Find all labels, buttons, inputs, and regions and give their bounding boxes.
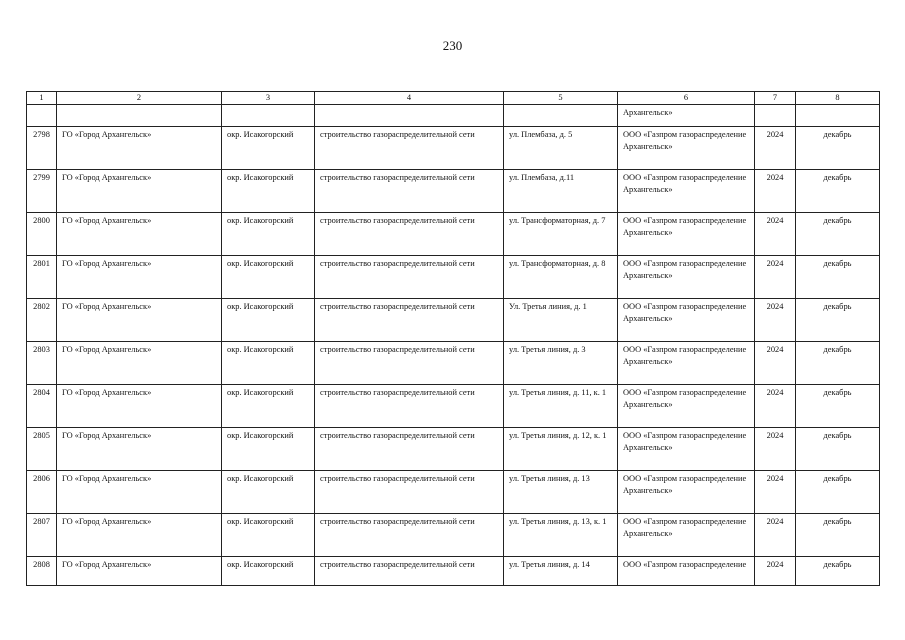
table-row (27, 514, 880, 557)
year-cell: 2024 (755, 170, 796, 213)
work-type-cell: строительство газораспределительной сети (315, 514, 504, 557)
year-cell: 2024 (755, 471, 796, 514)
year-cell: 2024 (755, 557, 796, 586)
row-number-cell: 2805 (27, 428, 57, 471)
table-cell (504, 105, 618, 127)
municipality-cell: ГО «Город Архангельск» (57, 471, 222, 514)
address-cell: ул. Третья линия, д. 11, к. 1 (504, 385, 618, 428)
district-cell: окр. Исакогорский (222, 170, 315, 213)
municipality-cell: ГО «Город Архангельск» (57, 514, 222, 557)
address-cell: ул. Третья линия, д. 14 (504, 557, 618, 586)
month-cell: декабрь (796, 299, 880, 342)
municipality-cell: ГО «Город Архангельск» (57, 299, 222, 342)
month-cell: декабрь (796, 557, 880, 586)
address-cell: Ул. Третья линия, д. 1 (504, 299, 618, 342)
district-cell: окр. Исакогорский (222, 385, 315, 428)
organization-cell: ООО «Газпром газораспределение Архангельск» (618, 256, 755, 299)
row-number-cell: 2807 (27, 514, 57, 557)
year-cell: 2024 (755, 385, 796, 428)
address-cell: ул. Плембаза, д. 5 (504, 127, 618, 170)
organization-cell: ООО «Газпром газораспределение (618, 557, 755, 586)
organization-cell: ООО «Газпром газораспределение Архангельск» (618, 213, 755, 256)
month-cell: декабрь (796, 342, 880, 385)
work-type-cell: строительство газораспределительной сети (315, 428, 504, 471)
column-number: 7 (755, 92, 796, 105)
row-number-cell: 2804 (27, 385, 57, 428)
organization-cell: ООО «Газпром газораспределение Архангельск» (618, 170, 755, 213)
page-number: 230 (442, 38, 463, 53)
table-cell (57, 105, 222, 127)
table-cell (796, 105, 880, 127)
row-number-cell: 2806 (27, 471, 57, 514)
municipality-cell: ГО «Город Архангельск» (57, 127, 222, 170)
municipality-cell: ГО «Город Архангельск» (57, 342, 222, 385)
organization-cell: ООО «Газпром газораспределение Архангельск» (618, 299, 755, 342)
district-cell: окр. Исакогорский (222, 342, 315, 385)
table-row (27, 557, 880, 586)
work-type-cell: строительство газораспределительной сети (315, 170, 504, 213)
district-cell: окр. Исакогорский (222, 557, 315, 586)
work-type-cell: строительство газораспределительной сети (315, 127, 504, 170)
address-cell: ул. Третья линия, д. 13, к. 1 (504, 514, 618, 557)
table-cell (755, 105, 796, 127)
row-number-cell: 2802 (27, 299, 57, 342)
address-cell: ул. Плембаза, д.11 (504, 170, 618, 213)
month-cell: декабрь (796, 170, 880, 213)
district-cell: окр. Исакогорский (222, 127, 315, 170)
year-cell: 2024 (755, 342, 796, 385)
column-number: 1 (27, 92, 57, 105)
column-number: 4 (315, 92, 504, 105)
work-type-cell: строительство газораспределительной сети (315, 299, 504, 342)
row-number-cell: 2803 (27, 342, 57, 385)
municipality-cell: ГО «Город Архангельск» (57, 428, 222, 471)
district-cell: окр. Исакогорский (222, 428, 315, 471)
table-row (27, 471, 880, 514)
organization-cell: ООО «Газпром газораспределение Архангельск» (618, 514, 755, 557)
column-number: 5 (504, 92, 618, 105)
organization-cell: ООО «Газпром газораспределение Архангельск» (618, 385, 755, 428)
month-cell: декабрь (796, 385, 880, 428)
address-cell: ул. Трансформаторная, д. 7 (504, 213, 618, 256)
municipality-cell: ГО «Город Архангельск» (57, 213, 222, 256)
work-type-cell: строительство газораспределительной сети (315, 471, 504, 514)
month-cell: декабрь (796, 127, 880, 170)
month-cell: декабрь (796, 256, 880, 299)
district-cell: окр. Исакогорский (222, 256, 315, 299)
continuation-row (27, 105, 880, 127)
column-number: 2 (57, 92, 222, 105)
row-number-cell: 2800 (27, 213, 57, 256)
district-cell: окр. Исакогорский (222, 471, 315, 514)
organization-cell: ООО «Газпром газораспределение Архангельск» (618, 471, 755, 514)
year-cell: 2024 (755, 428, 796, 471)
work-type-cell: строительство газораспределительной сети (315, 342, 504, 385)
municipality-cell: ГО «Город Архангельск» (57, 256, 222, 299)
address-cell: ул. Третья линия, д. 12, к. 1 (504, 428, 618, 471)
municipality-cell: ГО «Город Архангельск» (57, 385, 222, 428)
month-cell: декабрь (796, 471, 880, 514)
year-cell: 2024 (755, 127, 796, 170)
organization-cell: ООО «Газпром газораспределение Архангельск» (618, 127, 755, 170)
column-number: 3 (222, 92, 315, 105)
table-row (27, 385, 880, 428)
table-row (27, 342, 880, 385)
column-number: 8 (796, 92, 880, 105)
year-cell: 2024 (755, 299, 796, 342)
district-cell: окр. Исакогорский (222, 213, 315, 256)
year-cell: 2024 (755, 256, 796, 299)
district-cell: окр. Исакогорский (222, 299, 315, 342)
work-type-cell: строительство газораспределительной сети (315, 557, 504, 586)
table-row (27, 299, 880, 342)
table-row (27, 170, 880, 213)
year-cell: 2024 (755, 514, 796, 557)
table-cell (27, 105, 57, 127)
row-number-cell: 2801 (27, 256, 57, 299)
address-cell: ул. Трансформаторная, д. 8 (504, 256, 618, 299)
month-cell: декабрь (796, 428, 880, 471)
table-row (27, 127, 880, 170)
row-number-cell: 2799 (27, 170, 57, 213)
work-type-cell: строительство газораспределительной сети (315, 213, 504, 256)
table-cell (222, 105, 315, 127)
month-cell: декабрь (796, 514, 880, 557)
organization-cell: ООО «Газпром газораспределение Архангельск» (618, 428, 755, 471)
district-cell: окр. Исакогорский (222, 514, 315, 557)
year-cell: 2024 (755, 213, 796, 256)
row-number-cell: 2798 (27, 127, 57, 170)
organization-cell: ООО «Газпром газораспределение Архангельск» (618, 342, 755, 385)
address-cell: ул. Третья линия, д. 13 (504, 471, 618, 514)
address-cell: ул. Третья линия, д. 3 (504, 342, 618, 385)
municipality-cell: ГО «Город Архангельск» (57, 170, 222, 213)
table-row (27, 428, 880, 471)
org-cell: Архангельск» (618, 105, 755, 127)
row-number-cell: 2808 (27, 557, 57, 586)
work-type-cell: строительство газораспределительной сети (315, 385, 504, 428)
table-row (27, 213, 880, 256)
column-number-row (27, 92, 880, 105)
month-cell: декабрь (796, 213, 880, 256)
work-type-cell: строительство газораспределительной сети (315, 256, 504, 299)
table-cell (315, 105, 504, 127)
works-table (26, 91, 880, 586)
column-number: 6 (618, 92, 755, 105)
table-row (27, 256, 880, 299)
municipality-cell: ГО «Город Архангельск» (57, 557, 222, 586)
